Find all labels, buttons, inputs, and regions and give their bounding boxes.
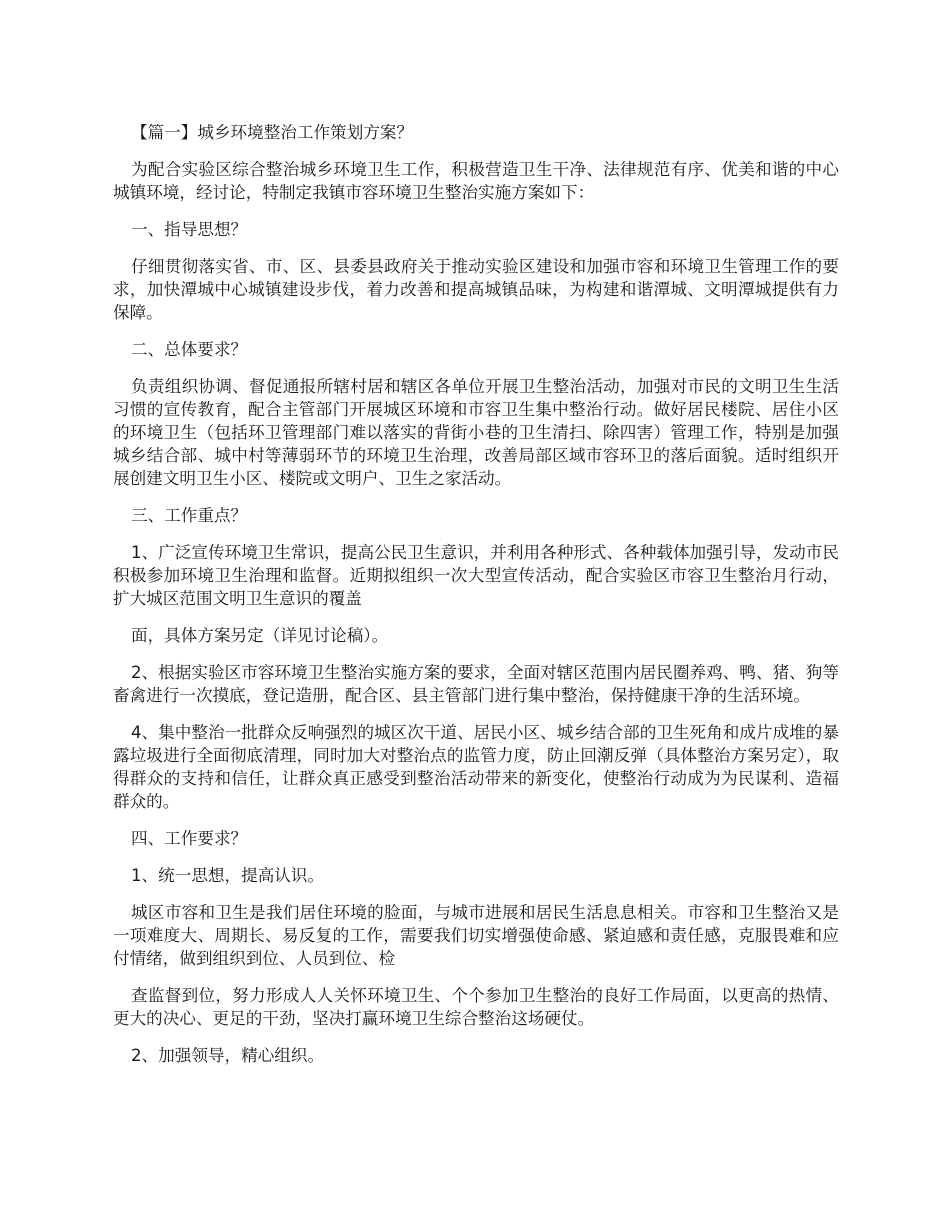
paragraph-focus-item-2: 2、根据实验区市容环境卫生整治实施方案的要求，全面对辖区范围内居民圈养鸡、鸭、猪、狗等畜禽进行一次摸底，登记造册，配合区、县主管部门进行集中整治，保持健康干净的生活环境。 — [113, 663, 839, 705]
heading-guiding-thought: 一、指导思想？ — [131, 220, 248, 239]
intro-paragraph: 为配合实验区综合整治城乡环境卫生工作，积极营造卫生干净、法律规范有序、优美和谐的中心城镇环境，经讨论，特制定我镇市容环境卫生整治实施方案如下： — [113, 160, 839, 202]
section-title: 【篇一】城乡环境整治工作策划方案？ — [131, 123, 414, 142]
paragraph-focus-item-1-continued: 面，具体方案另定（详见讨论稿）。 — [131, 626, 389, 645]
heading-overall-requirements: 二、总体要求？ — [131, 340, 248, 359]
subheading-requirement-2: 2、加强领导，精心组织。 — [131, 1046, 325, 1065]
paragraph-requirement-1-continued: 查监督到位，努力形成人人关怀环境卫生、个个参加卫生整治的良好工作局面，以更高的热情、更大的决心、更足的干劲，坚决打赢环境卫生综合整治这场硬仗。 — [113, 986, 839, 1028]
paragraph-focus-item-1: 1、广泛宣传环境卫生常识，提高公民卫生意识，并利用各种形式、各种载体加强引导，发动市民积极参加环境卫生治理和监督。近期拟组织一次大型宣传活动，配合实验区市容卫生整治月行动，扩大城区范围文明卫生意识的覆盖 — [113, 543, 839, 608]
document-body — [113, 121, 839, 1081]
paragraph-overall-requirements: 负责组织协调、督促通报所辖村居和辖区各单位开展卫生整治活动，加强对市民的文明卫生生活习惯的宣传教育，配合主管部门开展城区环境和市容卫生集中整治行动。做好居民楼院、居住小区的环境卫生（包括环卫管理部门难以落实的背街小巷的卫生清扫、除四害）管理工作，特别是加强城乡结合部、城中村等薄弱环节的环境卫生治理，改善局部区域市容环卫的落后面貌。适时组织开展创建文明卫生小区、楼院或文明户、卫生之家活动。 — [113, 377, 839, 488]
heading-work-focus: 三、工作重点？ — [131, 506, 248, 525]
subheading-requirement-1: 1、统一思想，提高认识。 — [131, 866, 325, 885]
heading-work-requirements: 四、工作要求？ — [131, 829, 248, 848]
paragraph-requirement-1: 城区市容和卫生是我们居住环境的脸面，与城市进展和居民生活息息相关。市容和卫生整治又是一项难度大、周期长、易反复的工作，需要我们切实增强使命感、紧迫感和责任感，克服畏难和应付情绪，做到组织到位、人员到位、检 — [113, 903, 839, 968]
paragraph-focus-item-4: 4、集中整治一批群众反响强烈的城区次干道、居民小区、城乡结合部的卫生死角和成片成堆的暴露垃圾进行全面彻底清理，同时加大对整治点的监管力度，防止回潮反弹（具体整治方案另定），取得群众的支持和信任，让群众真正感受到整治活动带来的新变化，使整治行动成为为民谋利、造福群众的。 — [113, 723, 839, 811]
paragraph-guiding-thought: 仔细贯彻落实省、市、区、县委县政府关于推动实验区建设和加强市容和环境卫生管理工作的要求，加快潭城中心城镇建设步伐，着力改善和提高城镇品味，为构建和谐潭城、文明潭城提供有力保障。 — [113, 257, 839, 322]
